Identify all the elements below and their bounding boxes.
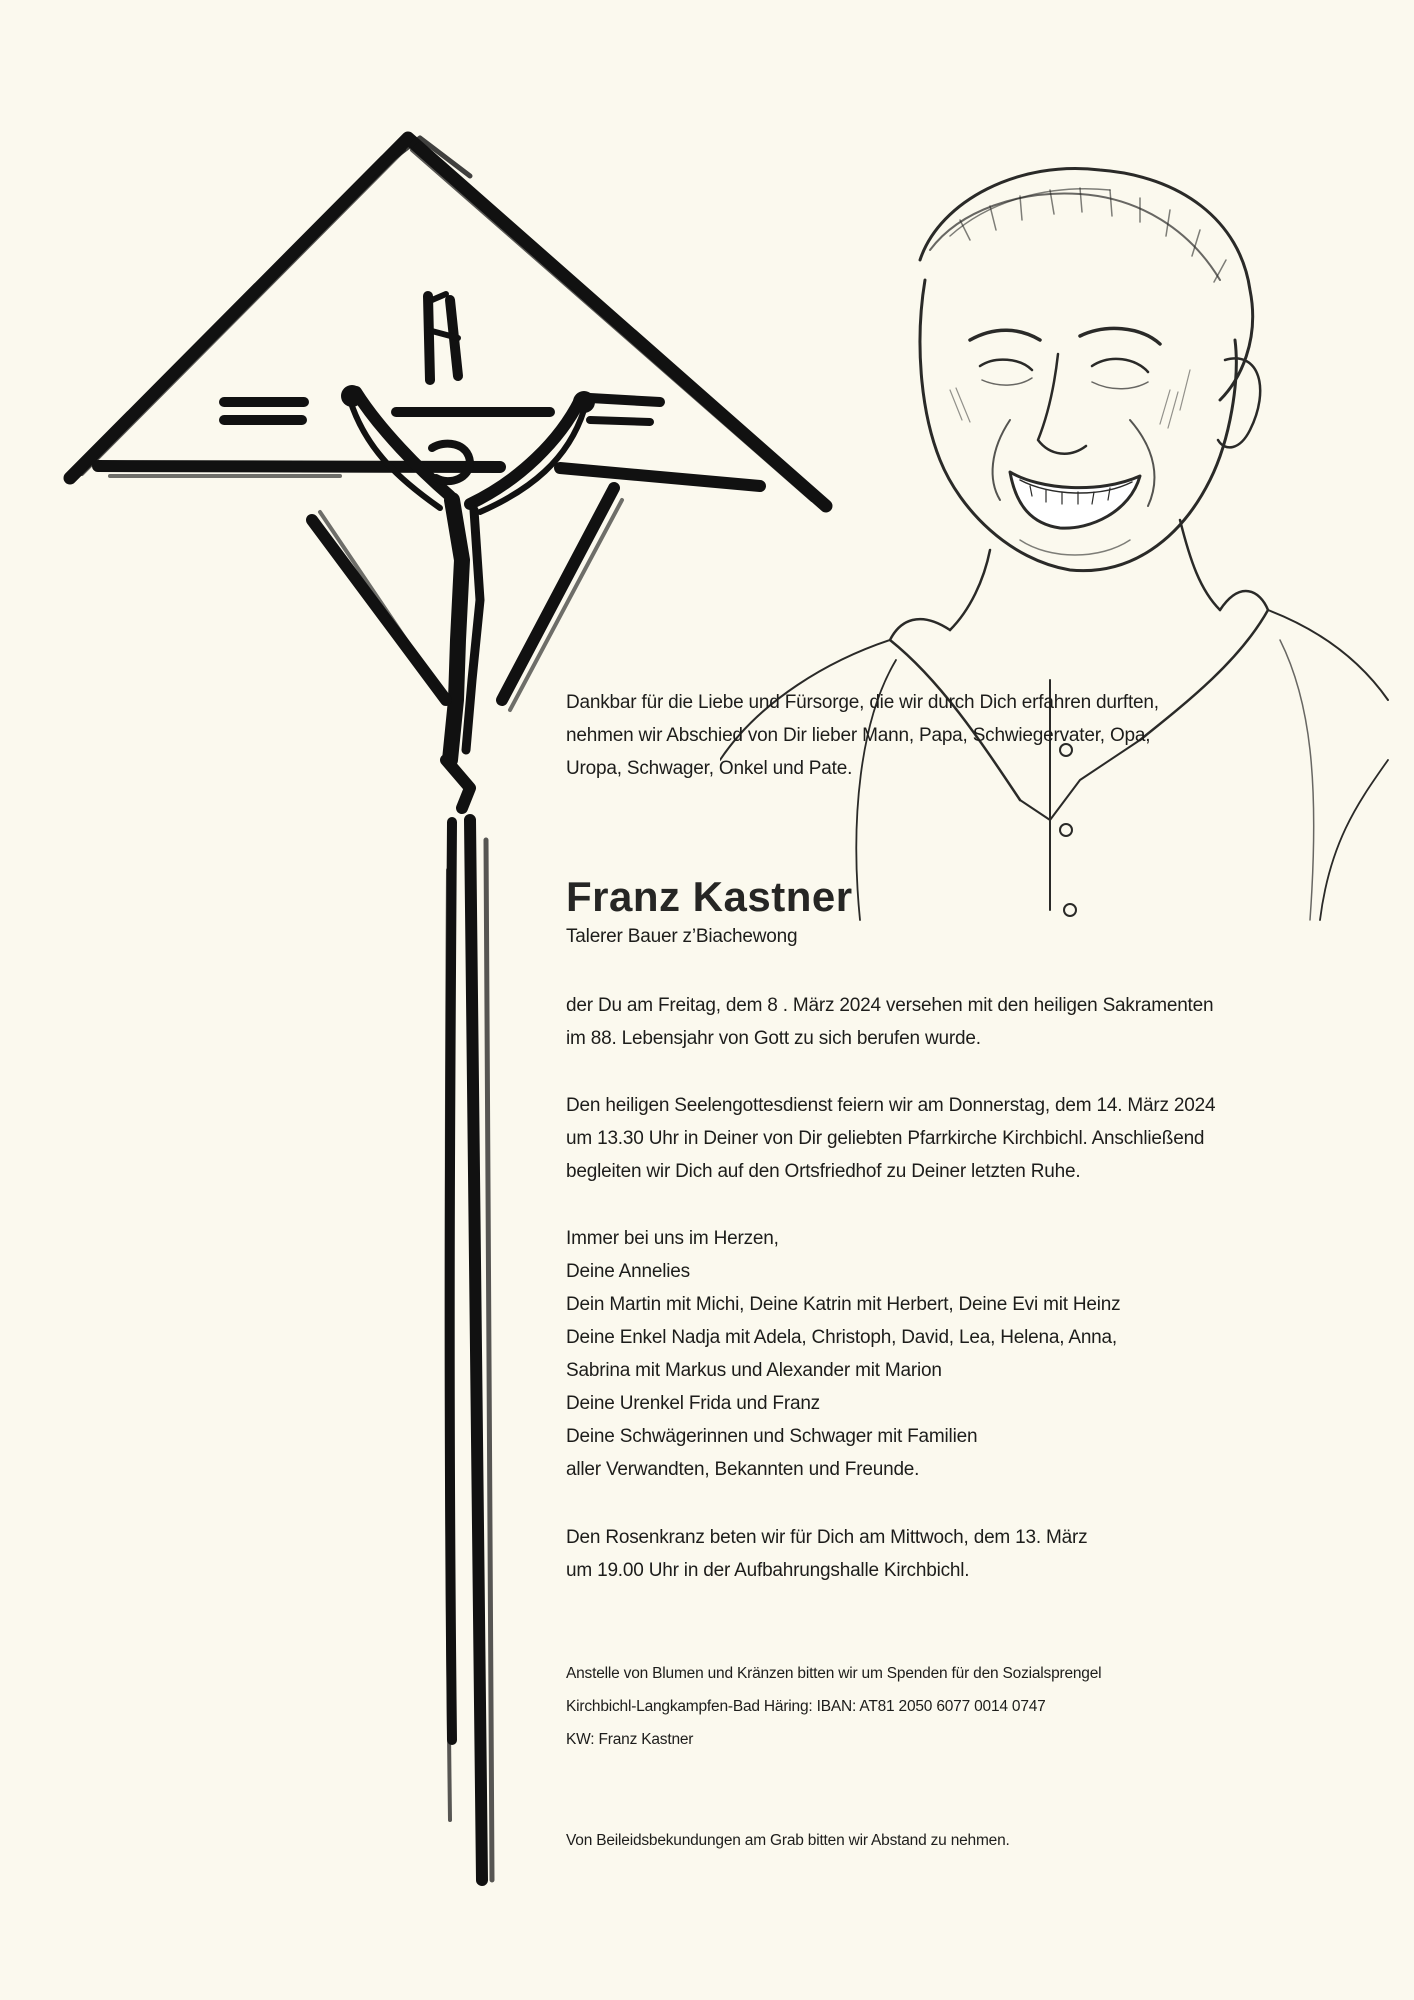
family-line: Deine Urenkel Frida und Franz (566, 1393, 820, 1414)
death-notice-line: der Du am Freitag, dem 8 . März 2024 versehen mit den heiligen Sakramenten (566, 995, 1214, 1016)
family-line: aller Verwandten, Bekannten und Freunde. (566, 1459, 920, 1480)
rosary-line: um 19.00 Uhr in der Aufbahrungshalle Kirchbichl. (566, 1560, 970, 1581)
death-notice-line: im 88. Lebensjahr von Gott zu sich berufen wurde. (566, 1028, 981, 1049)
service-line: um 13.30 Uhr in Deiner von Dir geliebten Pfarrkirche Kirchbichl. Anschließend (566, 1128, 1205, 1149)
condolence-text: Von Beileidsbekundungen am Grab bitten wir Abstand zu nehmen. (566, 1832, 1010, 1849)
donation-line: Anstelle von Blumen und Kränzen bitten wir um Spenden für den Sozialsprengel (566, 1665, 1102, 1682)
death-notice-paragraph (566, 989, 1256, 1055)
deceased-subtitle: Talerer Bauer z’Biachewong (566, 926, 798, 947)
portrait-illustration (720, 140, 1400, 940)
service-line: Den heiligen Seelengottesdienst feiern wir am Donnerstag, dem 14. März 2024 (566, 1095, 1216, 1116)
family-list (566, 1222, 1256, 1486)
service-line: begleiten wir Dich auf den Ortsfriedhof zu Deiner letzten Ruhe. (566, 1161, 1081, 1182)
donation-line: Kirchbichl-Langkampfen-Bad Häring: IBAN: AT81 2050 6077 0014 0747 (566, 1698, 1046, 1715)
family-line: Immer bei uns im Herzen, (566, 1228, 779, 1249)
intro-paragraph (566, 686, 1256, 785)
family-line: Deine Enkel Nadja mit Adela, Christoph, David, Lea, Helena, Anna, (566, 1327, 1117, 1348)
family-line: Dein Martin mit Michi, Deine Katrin mit Herbert, Deine Evi mit Heinz (566, 1294, 1121, 1315)
deceased-name: Franz Kastner (566, 873, 853, 920)
family-line: Deine Schwägerinnen und Schwager mit Familien (566, 1426, 978, 1447)
rosary-paragraph (566, 1521, 1256, 1587)
service-paragraph (566, 1089, 1256, 1188)
rosary-line: Den Rosenkranz beten wir für Dich am Mittwoch, dem 13. März (566, 1527, 1088, 1548)
intro-line: Dankbar für die Liebe und Fürsorge, die wir durch Dich erfahren durften, (566, 692, 1159, 713)
family-line: Sabrina mit Markus und Alexander mit Marion (566, 1360, 942, 1381)
donation-line: KW: Franz Kastner (566, 1731, 694, 1748)
donation-paragraph (566, 1657, 1256, 1756)
condolence-note (566, 1824, 1256, 1857)
intro-line: nehmen wir Abschied von Dir lieber Mann, Papa, Schwiegervater, Opa, (566, 725, 1151, 746)
intro-line: Uropa, Schwager, Onkel und Pate. (566, 758, 853, 779)
family-line: Deine Annelies (566, 1261, 690, 1282)
deceased-block (566, 870, 1256, 950)
